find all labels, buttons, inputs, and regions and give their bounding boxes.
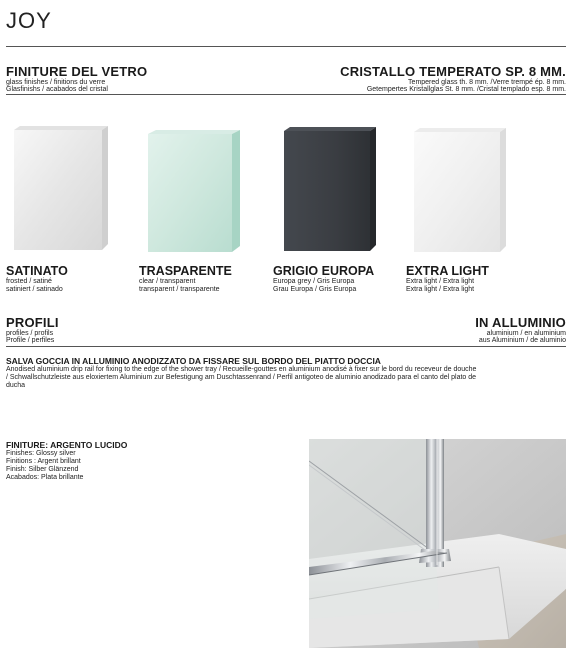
finish-line-1: Extra light / Extra light — [406, 278, 475, 285]
finish-line-1: frosted / satiné — [6, 278, 52, 285]
glass-finishes-heading: FINITURE DEL VETRO — [6, 64, 148, 79]
tempered-glass-sub-2: Getempertes Kristallglas St. 8 mm. /Cristal templado esp. 8 mm. — [366, 86, 566, 93]
glass-section-divider — [6, 94, 566, 95]
drip-rail-line-1: Anodised aluminium drip rail for fixing to the edge of the shower tray / Recueille-gouttes en aluminium anodisé à fixer sur le bord du receveur de douche — [6, 366, 477, 373]
swatch-grigio-europa — [282, 127, 378, 253]
finish-satinato — [6, 264, 68, 294]
aluminium-sub-1: aluminium / en aluminium — [486, 330, 566, 337]
finish-line-2: transparent / transparente — [139, 286, 220, 293]
profiles-sub-2: Profile / perfiles — [6, 337, 55, 344]
product-title: JOY — [6, 8, 52, 33]
aluminium-sub-2: aus Aluminium / de aluminio — [478, 337, 566, 344]
finish-name: SATINATO — [6, 264, 68, 278]
profile-detail-photo — [309, 439, 566, 648]
finish-info-line-1: Finishes: Glossy silver — [6, 450, 76, 457]
finish-info-heading: FINITURE: ARGENTO LUCIDO — [6, 440, 128, 450]
tempered-glass-heading: CRISTALLO TEMPERATO SP. 8 MM. — [340, 64, 566, 79]
finish-name: EXTRA LIGHT — [406, 264, 489, 278]
finish-line-1: clear / transparent — [139, 278, 196, 285]
top-divider — [6, 46, 566, 47]
profiles-section-divider — [6, 346, 566, 347]
finish-info-line-2: Finitions : Argent brillant — [6, 458, 81, 465]
drip-rail-line-2: / Schwallschutzleiste aus eloxiertem Aluminium zur Befestigung am Duschtassenrand / Perfil antigoteo de aluminio anodizado para el canto del plato de — [6, 374, 477, 381]
swatch-satinato — [14, 126, 110, 252]
finish-line-2: Extra light / Extra light — [406, 286, 475, 293]
finish-line-2: Grau Europa / Gris Europa — [273, 286, 357, 293]
finish-name: GRIGIO EUROPA — [273, 264, 375, 278]
profiles-sub-1: profiles / profils — [6, 330, 54, 337]
finish-info-line-4: Acabados: Plata brillante — [6, 474, 84, 481]
glass-finishes-sub-2: Glasfinishs / acabados del cristal — [6, 86, 108, 93]
finish-trasparente — [139, 264, 232, 294]
tempered-glass-sub-1: Tempered glass th. 8 mm. /Verre trempé ép. 8 mm. — [408, 79, 566, 86]
profiles-heading: PROFILI — [6, 315, 59, 330]
drip-rail-line-3: ducha — [6, 382, 26, 389]
swatch-extra-light — [414, 128, 508, 254]
finish-info — [6, 440, 127, 482]
glass-finishes-sub-1: glass finishes / finitions du verre — [6, 79, 106, 86]
finish-line-1: Europa grey / Gris Europa — [273, 278, 355, 285]
finish-info-line-3: Finish: Silber Glänzend — [6, 466, 79, 473]
finish-line-2: satiniert / satinado — [6, 286, 63, 293]
aluminium-heading: IN ALLUMINIO — [475, 315, 566, 330]
swatch-trasparente — [148, 130, 242, 254]
finish-name: TRASPARENTE — [139, 264, 232, 278]
finish-grigio-europa — [273, 264, 374, 294]
finish-extra-light — [406, 264, 489, 294]
drip-rail-heading: SALVA GOCCIA IN ALLUMINIO ANODIZZATO DA FISSARE SUL BORDO DEL PIATTO DOCCIA — [6, 356, 381, 366]
